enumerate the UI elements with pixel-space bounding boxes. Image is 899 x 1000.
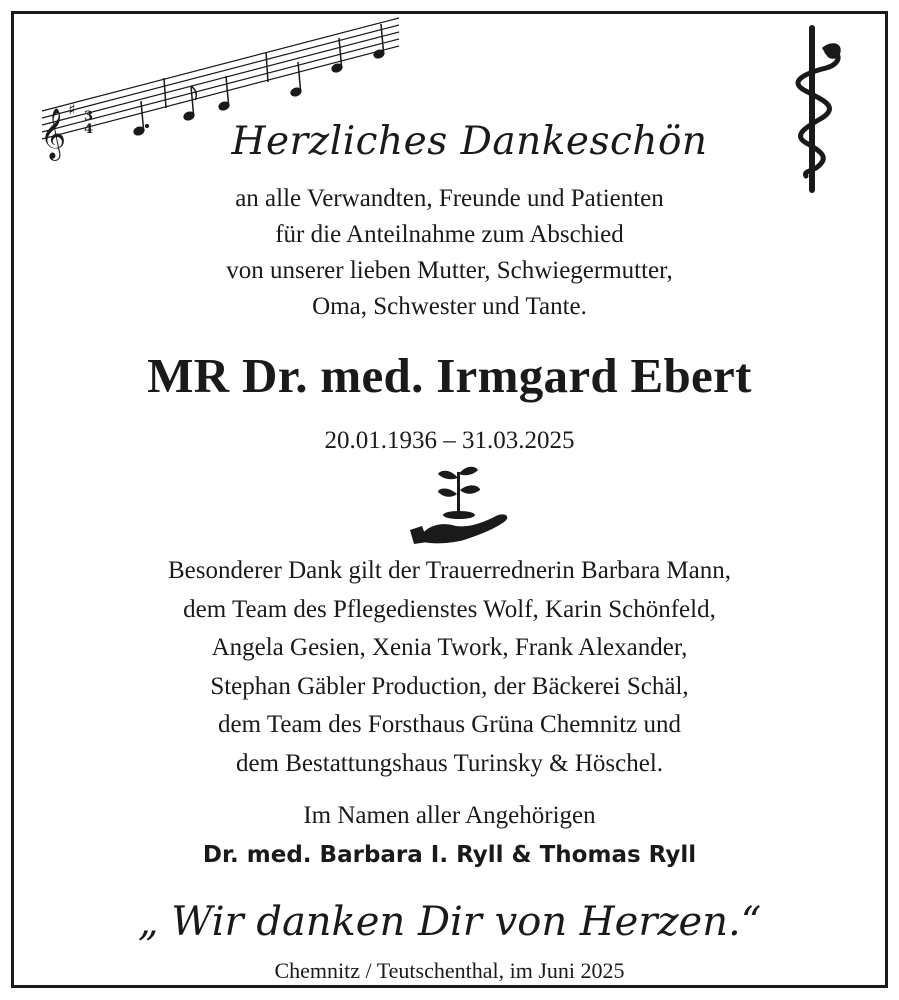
obituary-card xyxy=(11,11,888,988)
svg-text:𝄞: 𝄞 xyxy=(40,108,67,159)
intro-line: für die Anteilnahme zum Abschied xyxy=(275,221,624,248)
intro-line: an alle Verwandten, Freunde und Patienten xyxy=(235,185,664,212)
place-date: Chemnitz / Teutschenthal, im Juni 2025 xyxy=(274,958,625,983)
on-behalf-text: Im Namen aller Angehörigen xyxy=(303,802,596,829)
heading: Herzliches Dankeschön xyxy=(231,119,708,164)
rod-of-asclepius-icon xyxy=(782,20,852,200)
thanks-line: Angela Gesien, Xenia Twork, Frank Alexander, xyxy=(211,634,688,661)
svg-text:3: 3 xyxy=(84,109,94,124)
intro-text xyxy=(14,181,885,325)
signers: Dr. med. Barbara I. Ryll & Thomas Ryll xyxy=(202,842,697,868)
svg-text:♯: ♯ xyxy=(68,100,76,119)
closing-quote: „ Wir danken Dir von Herzen.“ xyxy=(137,899,762,945)
thanks-line: Stephan Gäbler Production, der Bäckerei Schäl, xyxy=(210,672,689,700)
intro-line: von unserer lieben Mutter, Schwiegermutter, xyxy=(226,257,673,284)
thanks-line: Besonderer Dank gilt der Trauerrednerin Barbara Mann, xyxy=(167,557,731,584)
thanks-text xyxy=(14,552,885,783)
thanks-line: dem Team des Pflegedienstes Wolf, Karin Schönfeld, xyxy=(183,595,716,623)
thanks-line: dem Bestattungshaus Turinsky & Höschel. xyxy=(235,749,664,777)
deceased-name: MR Dr. med. Irmgard Ebert xyxy=(147,348,752,403)
life-dates: 20.01.1936 – 31.03.2025 xyxy=(324,427,575,454)
svg-text:4: 4 xyxy=(84,122,94,137)
intro-line: Oma, Schwester und Tante. xyxy=(312,293,587,320)
thanks-line: dem Team des Forsthaus Grüna Chemnitz und xyxy=(218,711,681,738)
seedling-in-hand-icon xyxy=(404,460,514,544)
